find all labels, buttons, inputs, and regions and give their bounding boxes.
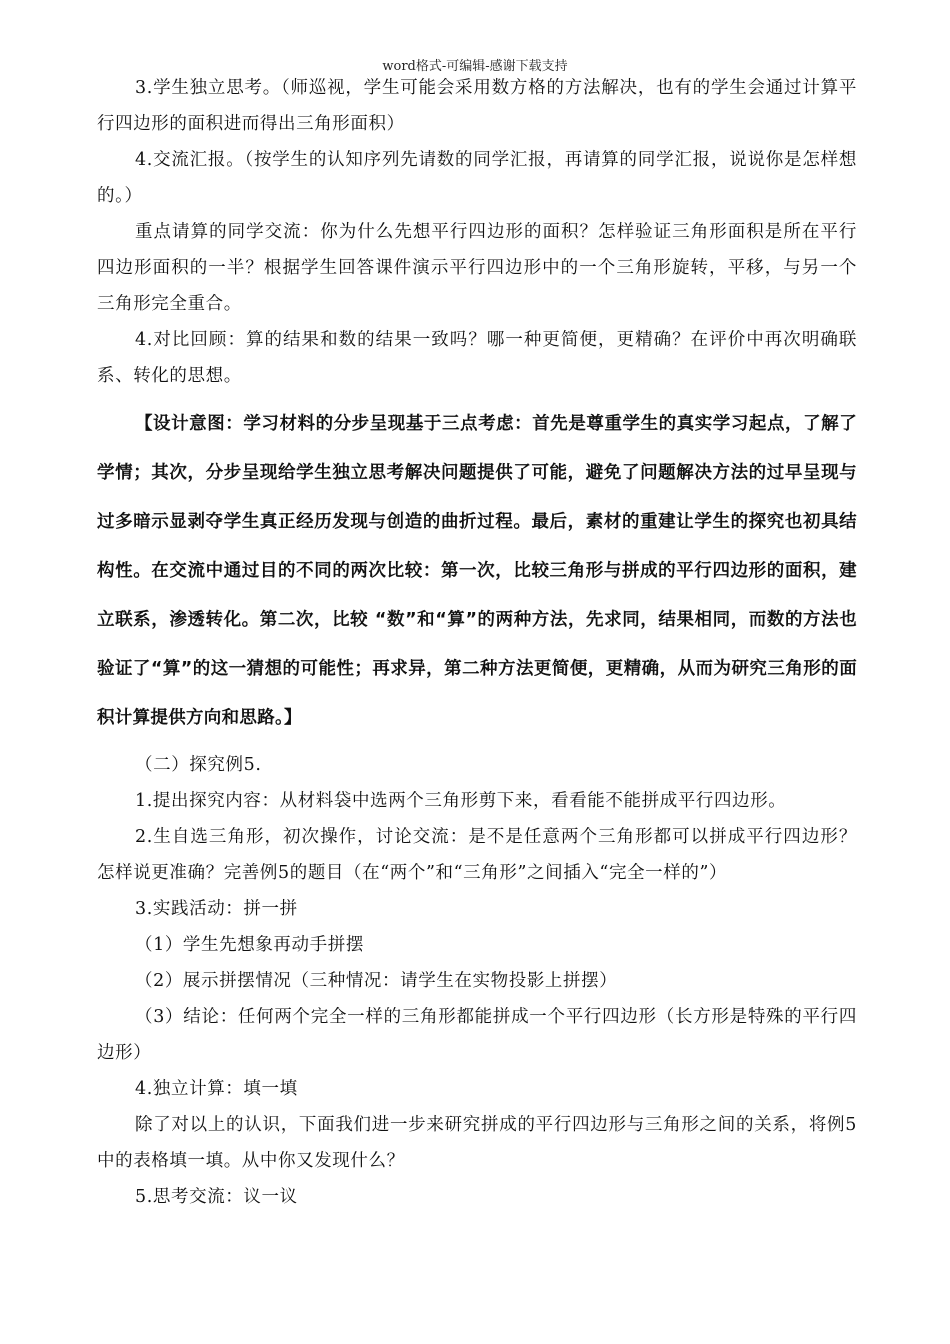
paragraph: 4.独立计算：填一填 <box>135 1079 298 1099</box>
paragraph: 3.实践活动：拼一拼 <box>135 899 298 919</box>
section-heading: （二）探究例5. <box>135 755 262 775</box>
list-item: （2）展示拼摆情况（三种情况：请学生在实物投影上拼摆） <box>135 971 618 991</box>
design-intent-paragraph: 【设计意图：学习材料的分步呈现基于三点考虑：首先是尊重学生的真实学习起点，了解了学情；其次，分步呈现给学生独立思考解决问题提供了可能，避免了问题解决方法的过早呈现与过多暗示显剥夺学生真正经历发现与创造的曲折过程。最后，素材的重建让学生的探究也初具结构性。在交流中通过目的不同的两次比较：第一次，比较三角形与拼成的平行四边形的面积，建立联系，渗透转化。第二次，比较 “数”和“算”的两种方法，先求同，结果相同，而数的方法也验证了“算”的这一猜想的可能性；再求异，第二种方法更简便，更精确，从而为研究三角形的面积计算提供方向和思路。】 <box>97 414 857 728</box>
paragraph: 5.思考交流：议一议 <box>135 1187 298 1207</box>
paragraph: 除了对以上的认识，下面我们进一步来研究拼成的平行四边形与三角形之间的关系，将例5中的表格填一填。从中你又发现什么？ <box>97 1115 857 1171</box>
paragraph: 重点请算的同学交流：你为什么先想平行四边形的面积？怎样验证三角形面积是所在平行四边形面积的一半？根据学生回答课件演示平行四边形中的一个三角形旋转，平移，与另一个三角形完全重合。 <box>97 222 857 314</box>
list-item: （3）结论：任何两个完全一样的三角形都能拼成一个平行四边形（长方形是特殊的平行四边形） <box>97 1007 857 1063</box>
page-header: word格式-可编辑-感谢下载支持 <box>382 59 568 74</box>
list-item: （1）学生先想象再动手拼摆 <box>135 935 364 955</box>
paragraph: 2.生自选三角形，初次操作，讨论交流：是不是任意两个三角形都可以拼成平行四边形？怎样说更准确？完善例5的题目（在“两个”和“三角形”之间插入“完全一样的”） <box>97 827 857 883</box>
document-body <box>97 70 857 1215</box>
paragraph: 1.提出探究内容：从材料袋中选两个三角形剪下来，看看能不能拼成平行四边形。 <box>135 791 787 811</box>
paragraph: 4.对比回顾：算的结果和数的结果一致吗？哪一种更简便，更精确？在评价中再次明确联系、转化的思想。 <box>97 330 857 386</box>
paragraph: 3.学生独立思考。（师巡视，学生可能会采用数方格的方法解决，也有的学生会通过计算平行四边形的面积进而得出三角形面积） <box>97 78 857 134</box>
paragraph: 4.交流汇报。（按学生的认知序列先请数的同学汇报，再请算的同学汇报，说说你是怎样想的。） <box>97 150 857 206</box>
